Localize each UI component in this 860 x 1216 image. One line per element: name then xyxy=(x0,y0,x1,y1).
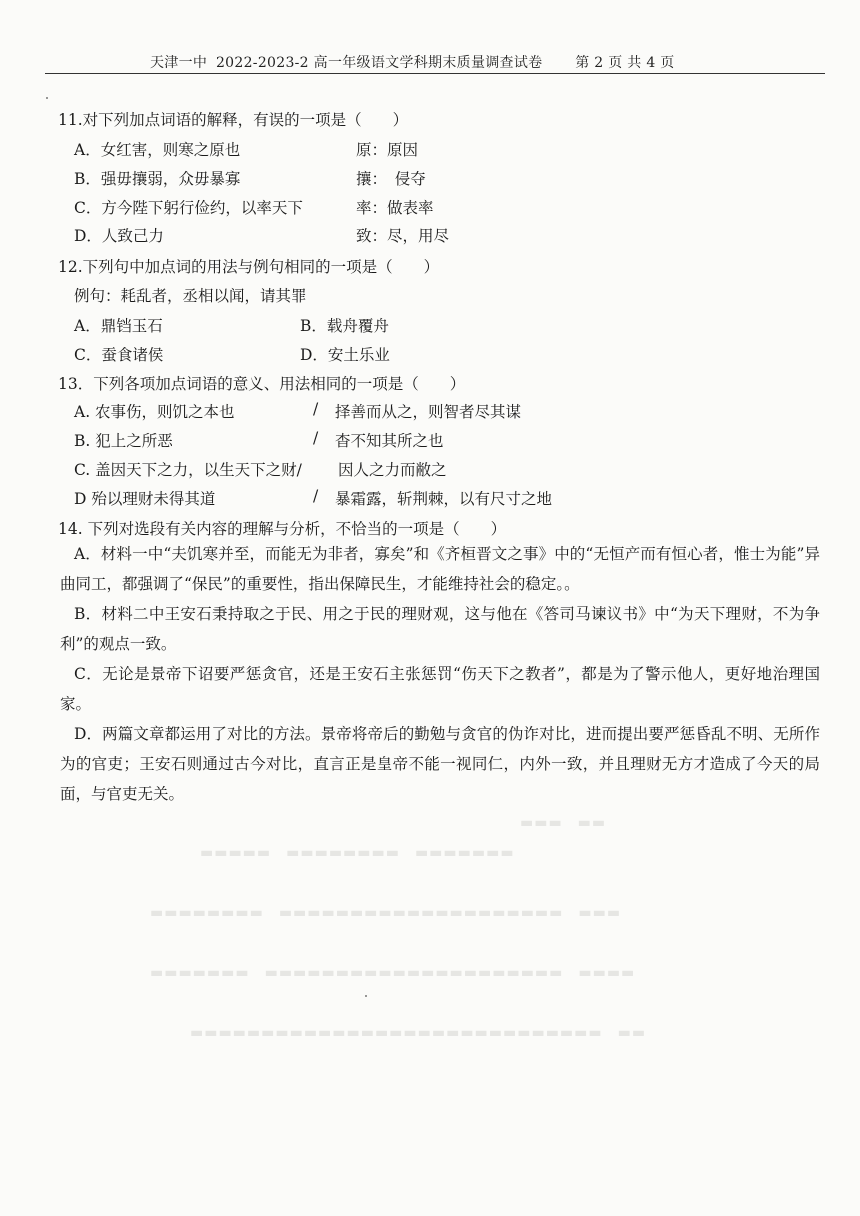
bleed-through-mark: ▬▬▬▬▬▬▬ ▬▬▬▬▬▬▬▬▬▬▬▬▬▬▬▬▬▬▬▬▬ ▬▬▬▬ xyxy=(150,965,636,981)
question-14-option-c: C．无论是景帝下诏要严惩贪官，还是王安石主张惩罚“伤天下之教者”，都是为了警示他人，更好地治理国家。 xyxy=(60,665,820,713)
scan-speck xyxy=(365,995,367,997)
bleed-through-mark: ▬▬▬▬▬ ▬▬▬▬▬▬▬▬ ▬▬▬▬▬▬▬ xyxy=(200,845,515,861)
question-13-option-a-compare: 择善而从之，则智者尽其谋 xyxy=(335,403,522,421)
question-13-option-b-separator: / xyxy=(313,429,319,447)
question-13-option-b-compare: 杳不知其所之也 xyxy=(335,432,444,450)
question-13-option-d-compare: 暴霜露，斩荆棘，以有尺寸之地 xyxy=(335,490,553,508)
page-header xyxy=(150,52,710,72)
question-12-option-a: A．鼎铛玉石 xyxy=(74,317,163,335)
question-13-stem: 13．下列各项加点词语的意义、用法相同的一项是（ ） xyxy=(58,375,466,393)
question-14-option-d: D．两篇文章都运用了对比的方法。景帝将帝后的勤勉与贪官的伪诈对比，进而提出要严惩昏乱不明、无所作为的官吏；王安石则通过古今对比，直言正是皇帝不能一视同仁，内外一致，并且理财无方才造成了今天的局面，与官吏无关。 xyxy=(60,725,820,803)
header-school: 天津一中 xyxy=(150,55,208,71)
question-12-stem: 12.下列句中加点词的用法与例句相同的一项是（ ） xyxy=(58,258,440,276)
question-12-option-c: C．蚕食诸侯 xyxy=(74,346,164,364)
scan-speck xyxy=(46,97,48,99)
question-14-stem: 14. 下列对选段有关内容的理解与分析，不恰当的一项是（ ） xyxy=(58,520,507,538)
question-14-option-b: B．材料二中王安石秉持取之于民、用之于民的理财观，这与他在《答司马谏议书》中“为天下理财，不为争利”的观点一致。 xyxy=(60,605,820,653)
question-12-option-d: D．安土乐业 xyxy=(300,346,390,364)
question-11-option-b: B．强毋攘弱，众毋暴寡 xyxy=(74,170,241,188)
question-11-option-c: C．方今陛下躬行俭约，以率天下 xyxy=(74,199,303,217)
header-divider xyxy=(45,73,825,74)
question-13-option-d-separator: / xyxy=(313,487,319,505)
question-11-option-d-gloss: 致：尽，用尽 xyxy=(356,227,450,245)
question-14-option-a: A．材料一中“夫饥寒并至，而能无为非者，寡矣”和《齐桓晋文之事》中的“无恒产而有恒心者，惟士为能”异曲同工，都强调了“保民”的重要性，指出保障民生，才能维持社会的稳定。。 xyxy=(60,545,820,593)
question-13-option-a: A. 农事伤，则饥之本也 xyxy=(74,403,235,421)
bleed-through-mark: ▬▬▬▬▬▬▬▬▬▬▬▬▬▬▬▬▬▬▬▬▬▬▬▬▬▬▬▬▬ ▬▬ xyxy=(190,1025,647,1041)
bleed-through-mark: ▬▬▬ ▬▬ xyxy=(520,815,607,831)
question-11-option-a: A．女红害，则寒之原也 xyxy=(74,141,241,159)
header-exam-title: 2022-2023-2 高一年级语文学科期末质量调查试卷 xyxy=(215,55,543,71)
question-13-option-a-separator: / xyxy=(313,400,319,418)
question-13-option-c-compare: 因人之力而敝之 xyxy=(338,461,447,479)
question-13-option-b: B. 犯上之所恶 xyxy=(74,432,173,450)
question-11-option-d: D．人致己力 xyxy=(74,227,164,245)
question-11-option-a-gloss: 原：原因 xyxy=(356,141,419,159)
question-13-option-d: D 殆以理财未得其道 xyxy=(74,490,216,508)
question-12-option-b: B．载舟覆舟 xyxy=(300,317,389,335)
question-12-example: 例句：耗乱者，丞相以闻，请其罪 xyxy=(74,287,307,305)
question-11-stem: 11.对下列加点词语的解释，有误的一项是（ ） xyxy=(58,111,409,129)
question-11-option-c-gloss: 率：做表率 xyxy=(356,199,434,217)
question-11-option-b-gloss: 攘： 侵夺 xyxy=(356,170,426,188)
bleed-through-mark: ▬▬▬▬▬▬▬▬ ▬▬▬▬▬▬▬▬▬▬▬▬▬▬▬▬▬▬▬▬ ▬▬▬ xyxy=(150,905,622,921)
question-13-option-c: C. 盖因天下之力，以生天下之财/ xyxy=(74,461,302,479)
header-page-number: 第 2 页 共 4 页 xyxy=(575,55,675,71)
